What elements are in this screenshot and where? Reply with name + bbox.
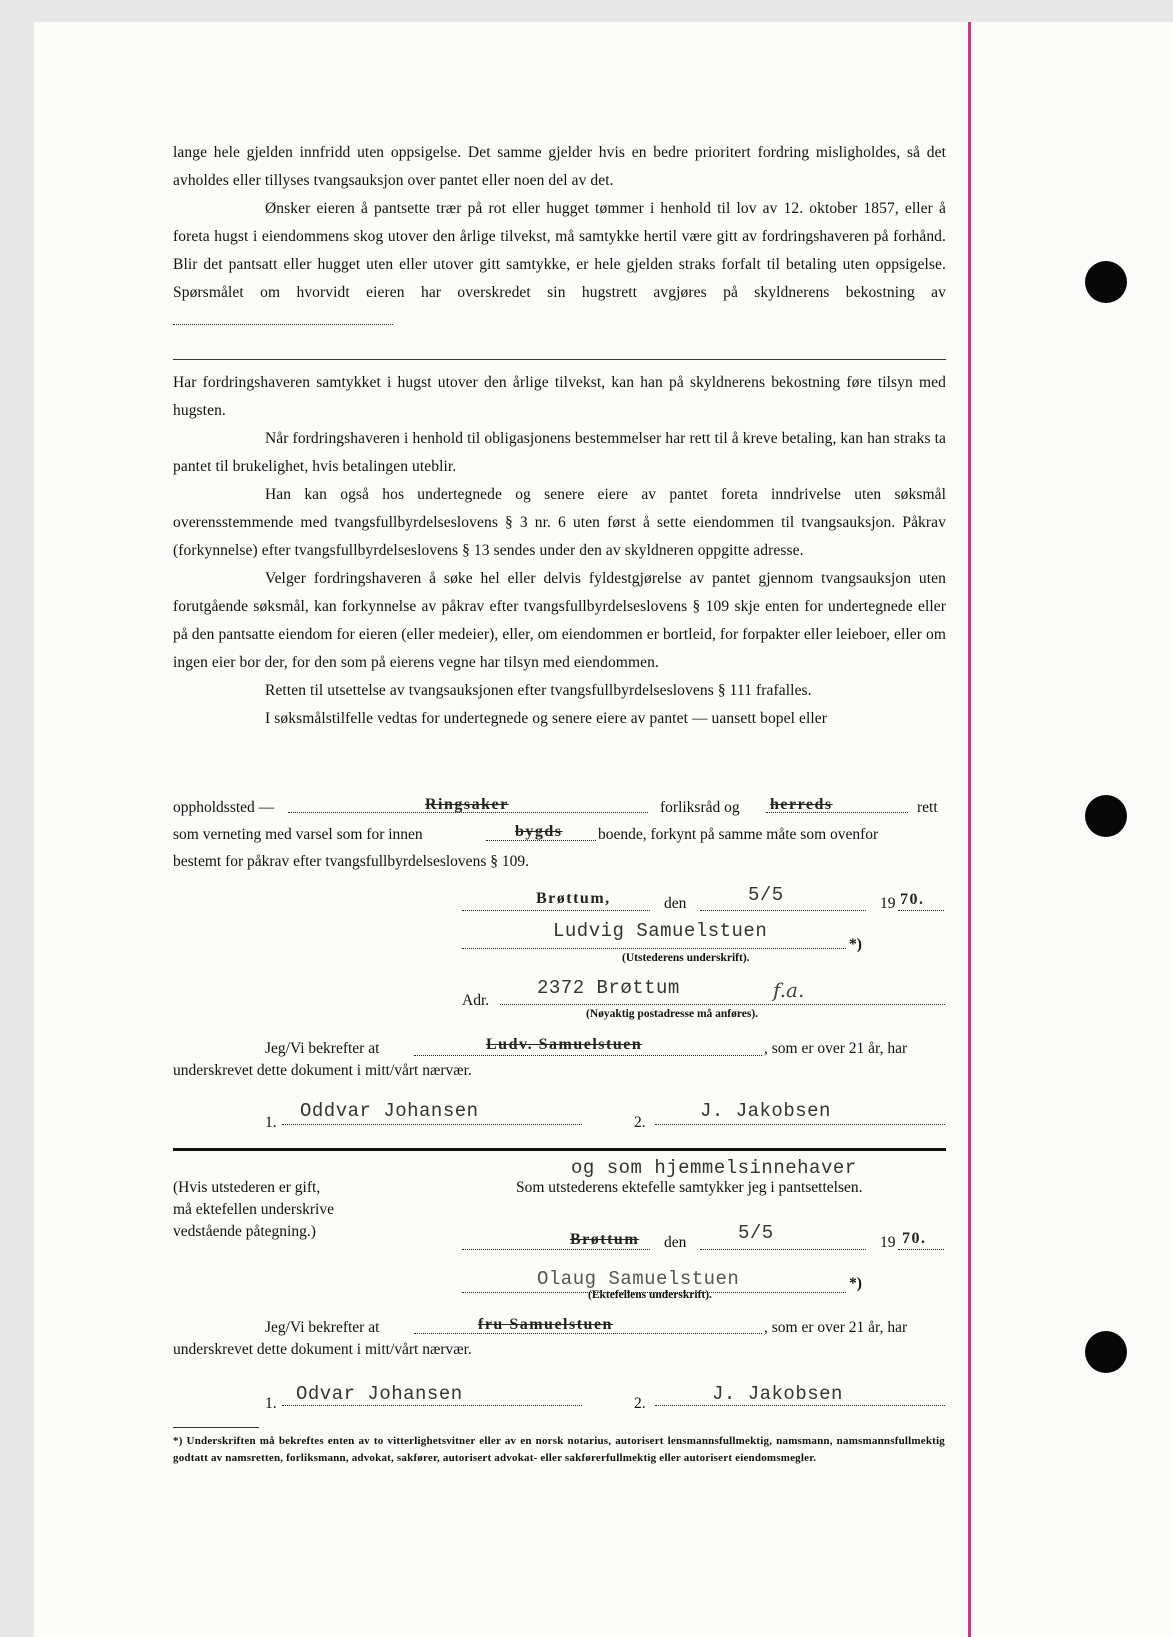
footnote-marker: *) (849, 936, 862, 953)
paragraph: Han kan også hos undertegnede og senere eiere av pantet foreta inndrivelse uten søksmål overensstemmende med tvangsfullbyrdelseslovens § 3 nr. 6 uten først å sette eiendommen til tvangsauksjon. Påkrav (forkynnelse) efter tvangsfullbyrdelseslovens § 13 sendes under den av skyldneren oppgitte adresse. (173, 486, 946, 559)
fill-line (282, 1405, 582, 1406)
venue-herreds: herreds (770, 796, 833, 813)
venue-bygds: bygds (515, 823, 563, 840)
spouse-note (173, 1177, 334, 1243)
paragraph (173, 195, 946, 335)
witness-prefix: Jeg/Vi bekrefter at (265, 1040, 380, 1057)
fill-line (462, 948, 846, 949)
witness-number: 1. (265, 1395, 277, 1412)
dotted-rule (173, 359, 946, 360)
issuer-year: 70. (900, 891, 925, 908)
year-prefix: 19 (880, 895, 896, 912)
den-label: den (664, 895, 687, 912)
witness-suffix: , som er over 21 år, har (764, 1040, 908, 1057)
address-caption: (Nøyaktig postadresse må anføres). (586, 1008, 759, 1020)
paragraph-text: Ønsker eieren å pantsette trær på rot eller hugget tømmer i henhold til lov av 12. oktober 1857, eller å foreta hugst i eiendommens skog utover den årlige tilvekst, må samtykke hertil være gitt av fordringshaveren på forhånd. Blir det pantsatt eller hugget uten eller utover gitt samtykke, er hele gjelden straks forfalt til betaling uten oppsigelse. Spørsmålet om hvorvidt eieren har overskredet sin hugstrett avgjøres på skyldnerens bekostning av (173, 200, 946, 301)
spouse-consent: Som utstederens ektefelle samtykker jeg i pantsettelsen. (516, 1179, 863, 1196)
body-section-1 (173, 139, 946, 335)
issuer-place: Brøttum, (536, 890, 611, 907)
signature-caption: (Ektefellens underskrift). (588, 1289, 712, 1301)
verneting-label: som verneting med varsel som for innen (173, 826, 423, 843)
spouse-place: Brøttum (570, 1231, 640, 1248)
footnote-marker: *) (849, 1275, 862, 1292)
issuer-date: 5/5 (748, 884, 784, 906)
spouse-note-line: må ektefellen underskrive (173, 1201, 334, 1218)
witness-2-signature: J. Jakobsen (712, 1383, 843, 1405)
paragraph: I søksmålstilfelle vedtas for undertegnede og senere eiere av pantet — uansett bopel eller (265, 710, 828, 727)
witness-prefix: Jeg/Vi bekrefter at (265, 1319, 380, 1336)
footnote-rule (173, 1427, 259, 1428)
section-divider (173, 1148, 946, 1151)
paragraph: lange hele gjelden innfridd uten oppsigelse. Det samme gjelder hvis en bedre prioritert fordring misligholdes, så det avholdes eller tillyses tvangsauksjon over pantet eller noen del av det. (173, 144, 946, 189)
issuer-address: 2372 Brøttum (537, 977, 680, 999)
fill-line (414, 1055, 762, 1056)
witness-1-signature: Odvar Johansen (296, 1383, 463, 1405)
body-section-2 (173, 369, 946, 733)
witness-number: 2. (634, 1395, 646, 1412)
rett-label: rett (917, 799, 938, 816)
spouse-note-line: vedstående påtegning.) (173, 1223, 316, 1240)
paragraph: Når fordringshaveren i henhold til obligasjonens bestemmelser har rett til å kreve betaling, kan han straks ta pantet til brukelighet, hvis betalingen uteblir. (173, 430, 946, 475)
fill-line (898, 1249, 944, 1250)
fill-line (700, 910, 866, 911)
year-prefix: 19 (880, 1234, 896, 1251)
address-handwriting: f.a. (773, 978, 805, 1002)
paragraph: Har fordringshaveren samtykket i hugst utover den årlige tilvekst, kan han på skyldnerens bekostning føre tilsyn med hugsten. (173, 374, 946, 419)
paragraph: Retten til utsettelse av tvangsauksjonen efter tvangsfullbyrdelseslovens § 111 frafalles. (265, 682, 812, 699)
issuer-signature: Ludvig Samuelstuen (553, 920, 768, 942)
spouse-year: 70. (902, 1230, 927, 1247)
fill-line (655, 1124, 945, 1125)
adr-label: Adr. (462, 992, 490, 1009)
typed-insert: og som hjemmelsinnehaver (571, 1157, 857, 1179)
witness-suffix: , som er over 21 år, har (764, 1319, 908, 1336)
witness-number: 1. (265, 1114, 277, 1131)
fill-line (898, 910, 944, 911)
witness-number: 2. (634, 1114, 646, 1131)
fill-line (655, 1405, 945, 1406)
bestemt-text: bestemt for påkrav efter tvangsfullbyrdelseslovens § 109. (173, 853, 529, 870)
venue-place: Ringsaker (425, 796, 509, 813)
opphold-label: oppholdssted — (173, 799, 275, 816)
punch-hole (1085, 795, 1127, 837)
witnessed-name: Ludv. Samuelstuen (486, 1036, 643, 1053)
boende-label: boende, forkynt på samme måte som ovenfor (598, 826, 879, 843)
footnote: *) Underskriften må bekreftes enten av to vitterlighetsvitner eller av en norsk notarius, autorisert lensmannsfullmektig, namsmann, namsmannsfullmektig godtatt av namsretten, forliksmann, advokat, sakfører, autorisert advokat- eller sakførerfullmektig eller autorisert eiendomsmegler. (173, 1435, 945, 1464)
witnessed-name: fru Samuelstuen (478, 1316, 613, 1333)
fill-line (500, 1004, 945, 1005)
fill-line (700, 1249, 866, 1250)
paragraph: Velger fordringshaveren å søke hel eller delvis fyldestgjørelse av pantet gjennom tvangsauksjon uten forutgående søksmål, kan forkynnelse av påkrav efter tvangsfullbyrdelseslovens § 109 skje enten for undertegnede eller på den pantsatte eiendom for eieren (eller medeier), eller, om eiendommen er bortleid, for forpakter eller leieboer, eller om ingen eier bor der, for den som på eierens vegne har tilsyn med eiendommen. (173, 570, 946, 671)
witness-line2: underskrevet dette dokument i mitt/vårt nærvær. (173, 1341, 472, 1358)
punch-hole (1085, 261, 1127, 303)
forlik-label: forliksråd og (660, 799, 740, 816)
spouse-date: 5/5 (738, 1222, 774, 1244)
fill-line (462, 1249, 650, 1250)
margin-line (968, 22, 971, 1637)
den-label: den (664, 1234, 687, 1251)
spouse-note-line: (Hvis utstederen er gift, (173, 1179, 321, 1196)
fill-line (462, 910, 650, 911)
signature-caption: (Utstederens underskrift). (622, 952, 750, 964)
witness-line2: underskrevet dette dokument i mitt/vårt nærvær. (173, 1062, 472, 1079)
spouse-signature: Olaug Samuelstuen (537, 1268, 740, 1290)
punch-hole (1085, 1331, 1127, 1373)
witness-2-signature: J. Jakobsen (700, 1100, 831, 1122)
fill-line (282, 1124, 582, 1125)
witness-1-signature: Oddvar Johansen (300, 1100, 479, 1122)
